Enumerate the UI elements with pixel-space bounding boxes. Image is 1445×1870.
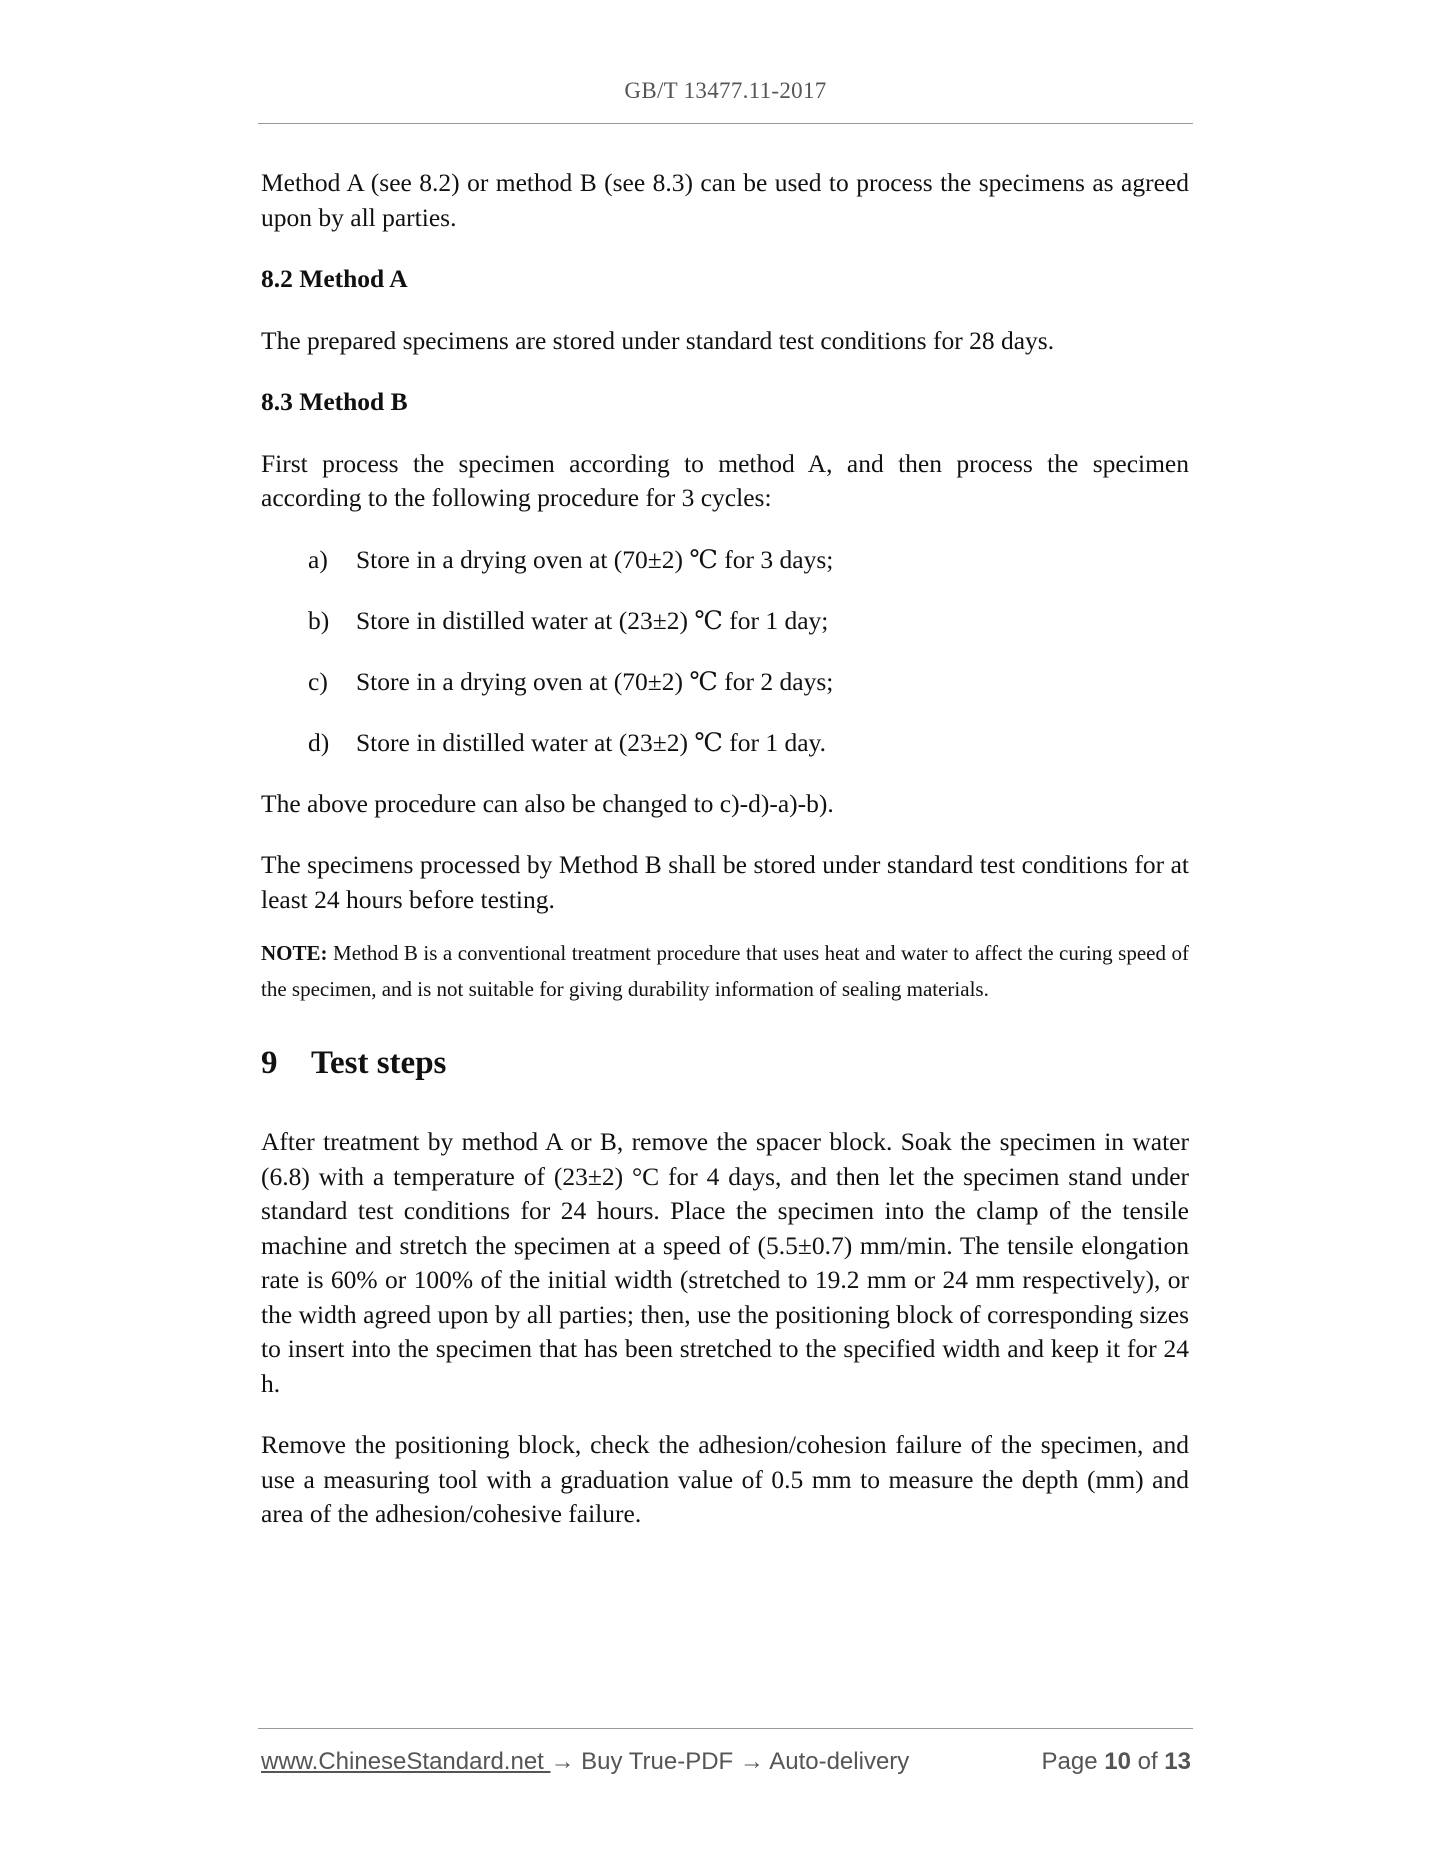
list-marker: b)	[308, 605, 330, 635]
storage-paragraph: The specimens processed by Method B shall be stored under standard test conditions for at least 24 hours before testing.	[261, 850, 1189, 914]
list-item	[261, 604, 1189, 639]
website-link[interactable]: www.ChineseStandard.net	[261, 1748, 551, 1775]
list-item-text: Store in distilled water at (23±2) ℃ for 1 day;	[356, 605, 829, 635]
section-9-title: Test steps	[311, 1045, 447, 1081]
note-paragraph	[261, 935, 1189, 1007]
page-current: 10	[1104, 1748, 1131, 1775]
footer-divider	[258, 1728, 1193, 1729]
page-footer	[261, 1748, 1191, 1776]
page-of: of	[1130, 1748, 1165, 1775]
section-9-heading	[261, 1043, 1189, 1083]
note-label: NOTE:	[261, 941, 328, 965]
section-8-2-heading: 8.2 Method A	[261, 264, 408, 293]
intro-paragraph: Method A (see 8.2) or method B (see 8.3) can be used to process the specimens as agreed upon by all parties.	[261, 168, 1189, 232]
section-8-3-heading: 8.3 Method B	[261, 387, 408, 416]
section-8-3-text: First process the specimen according to method A, and then process the specimen according to the following procedure for 3 cycles:	[261, 448, 1189, 512]
list-marker: a)	[308, 544, 328, 574]
alt-order-paragraph: The above procedure can also be changed to c)-d)-a)-b).	[261, 788, 834, 818]
list-item	[261, 665, 1189, 700]
list-item	[261, 726, 1189, 761]
list-item-text: Store in a drying oven at (70±2) ℃ for 2 days;	[356, 666, 834, 696]
footer-left	[261, 1748, 909, 1776]
section-9-number: 9	[261, 1045, 278, 1081]
buy-text: → Buy True-PDF → Auto-delivery	[550, 1748, 910, 1775]
header-divider	[258, 123, 1193, 124]
note-text: Method B is a conventional treatment procedure that uses heat and water to affect the curing speed of the specimen, and is not suitable for giving durability information of sealing materials.	[261, 941, 1189, 1001]
list-marker: d)	[308, 727, 330, 757]
document-header: GB/T 13477.11-2017	[624, 78, 827, 103]
list-marker: c)	[308, 666, 328, 696]
page-indicator	[1042, 1748, 1191, 1776]
page-content	[261, 166, 1189, 1532]
list-item-text: Store in distilled water at (23±2) ℃ for 1 day.	[356, 727, 827, 757]
test-steps-paragraph-2: Remove the positioning block, check the adhesion/cohesion failure of the specimen, and use a measuring tool with a graduation value of 0.5 mm to measure the depth (mm) and area of the adhesion/cohesive failure.	[261, 1430, 1189, 1528]
procedure-list	[261, 543, 1189, 761]
list-item	[261, 543, 1189, 578]
section-8-2-text: The prepared specimens are stored under standard test conditions for 28 days.	[261, 325, 1055, 355]
page-label: Page	[1041, 1748, 1105, 1775]
test-steps-paragraph-1: After treatment by method A or B, remove the spacer block. Soak the specimen in water (6.8) with a temperature of (23±2) °C for 4 days, and then let the specimen stand under standard test conditions for 24 hours. Place the specimen into the clamp of the tensile machine and stretch the specimen at a speed of (5.5±0.7) mm/min. The tensile elongation rate is 60% or 100% of the initial width (stretched to 19.2 mm or 24 mm respectively), or the width agreed upon by all parties; then, use the positioning block of corresponding sizes to insert into the specimen that has been stretched to the specified width and keep it for 24 h.	[261, 1127, 1189, 1398]
page-total: 13	[1164, 1748, 1191, 1775]
list-item-text: Store in a drying oven at (70±2) ℃ for 3 days;	[356, 544, 834, 574]
